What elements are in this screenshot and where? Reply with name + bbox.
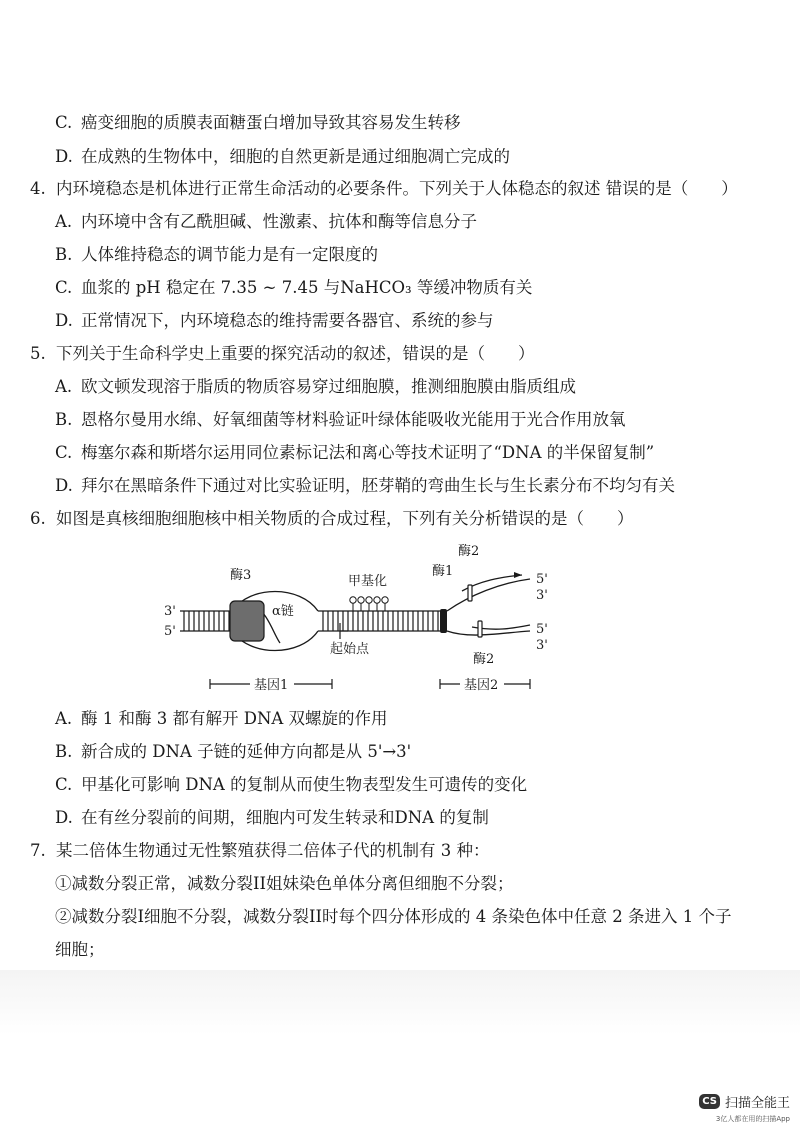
q6-stem: 6. 如图是真核细胞细胞核中相关物质的合成过程，下列有关分析错误的是（ ） bbox=[30, 509, 634, 528]
q4-option-d: D. 正常情况下，内环境稳态的维持需要各器官、系统的参与 bbox=[55, 311, 494, 330]
q5-option-c: C. 梅塞尔森和斯塔尔运用同位素标记法和离心等技术证明了“DNA 的半保留复制” bbox=[55, 443, 655, 462]
enzyme3-shape bbox=[230, 601, 264, 641]
camscanner-logo-icon: CS bbox=[699, 1094, 720, 1109]
label-gene2: 基因2 bbox=[464, 678, 499, 693]
label-end-right-upper-5: 5' bbox=[536, 572, 548, 587]
label-methylation: 甲基化 bbox=[348, 574, 388, 589]
label-end-left-bottom: 5' bbox=[164, 624, 176, 639]
scanner-watermark bbox=[699, 1092, 790, 1124]
brand-name: 扫描全能王 bbox=[724, 1096, 790, 1111]
q6-option-a: A. 酶 1 和酶 3 都有解开 DNA 双螺旋的作用 bbox=[55, 709, 388, 728]
label-enzyme3: 酶3 bbox=[230, 568, 252, 583]
q4-stem: 4. 内环境稳态是机体进行正常生命活动的必要条件。下列关于人体稳态的叙述 错误的是（ ） bbox=[30, 179, 738, 198]
q5-option-d: D. 拜尔在黑暗条件下通过对比实验证明，胚芽鞘的弯曲生长与生长素分布不均匀有关 bbox=[55, 476, 675, 495]
prev-option-c: C. 癌变细胞的质膜表面糖蛋白增加导致其容易发生转移 bbox=[55, 113, 461, 132]
page-bottom-shade bbox=[0, 970, 800, 1132]
methylation-marks bbox=[350, 597, 388, 611]
label-enzyme1: 酶1 bbox=[432, 564, 454, 579]
q4-option-b: B. 人体维持稳态的调节能力是有一定限度的 bbox=[55, 245, 378, 264]
dna-replication-transcription-diagram bbox=[150, 535, 570, 700]
enzyme1-shape bbox=[440, 609, 447, 633]
q6-option-c: C. 甲基化可影响 DNA 的复制从而使生物表型发生可遗传的变化 bbox=[55, 775, 528, 794]
q5-option-a: A. 欧文顿发现溶于脂质的物质容易穿过细胞膜，推测细胞膜由脂质组成 bbox=[55, 377, 576, 396]
dna-duplex-middle bbox=[318, 611, 440, 631]
label-end-right-upper-3: 3' bbox=[536, 588, 548, 603]
label-origin: 起始点 bbox=[330, 642, 370, 657]
brand-tagline: 3亿人都在用的扫描App bbox=[715, 1115, 790, 1123]
q7-item-1: ①减数分裂正常，减数分裂II姐妹染色单体分离但细胞不分裂； bbox=[55, 874, 514, 893]
prev-option-d: D. 在成熟的生物体中，细胞的自然更新是通过细胞凋亡完成的 bbox=[55, 147, 510, 166]
label-enzyme2-top: 酶2 bbox=[458, 544, 480, 559]
q7-item-2-cont: 细胞； bbox=[55, 940, 105, 959]
leading-arrow bbox=[514, 572, 522, 578]
label-end-left-top: 3' bbox=[164, 604, 176, 619]
label-end-right-lower-5: 5' bbox=[536, 622, 548, 637]
base-pairs-left bbox=[184, 611, 229, 631]
q4-option-a: A. 内环境中含有乙酰胆碱、性激素、抗体和酶等信息分子 bbox=[55, 212, 477, 231]
q5-option-b: B. 恩格尔曼用水绵、好氧细菌等材料验证叶绿体能吸收光能用于光合作用放氧 bbox=[55, 410, 626, 429]
q6-option-d: D. 在有丝分裂前的间期，细胞内可发生转录和DNA 的复制 bbox=[55, 808, 489, 827]
q5-stem: 5. 下列关于生命科学史上重要的探究活动的叙述，错误的是（ ） bbox=[30, 344, 535, 363]
label-enzyme2-bottom: 酶2 bbox=[473, 652, 495, 667]
q7-item-2: ②减数分裂I细胞不分裂，减数分裂II时每个四分体形成的 4 条染色体中任意 2 条进入 1 个子 bbox=[55, 907, 732, 926]
label-alpha-chain: α链 bbox=[272, 604, 294, 619]
q6-option-b: B. 新合成的 DNA 子链的延伸方向都是从 5'→3' bbox=[55, 742, 412, 761]
origin-marker bbox=[340, 623, 348, 639]
label-gene1: 基因1 bbox=[254, 678, 289, 693]
q4-option-c: C. 血浆的 pH 稳定在 7.35 ~ 7.45 与NaHCO₃ 等缓冲物质有关 bbox=[55, 278, 533, 297]
label-end-right-lower-3: 3' bbox=[536, 638, 548, 653]
q7-stem: 7. 某二倍体生物通过无性繁殖获得二倍体子代的机制有 3 种： bbox=[30, 841, 490, 860]
replication-fork bbox=[447, 575, 530, 635]
